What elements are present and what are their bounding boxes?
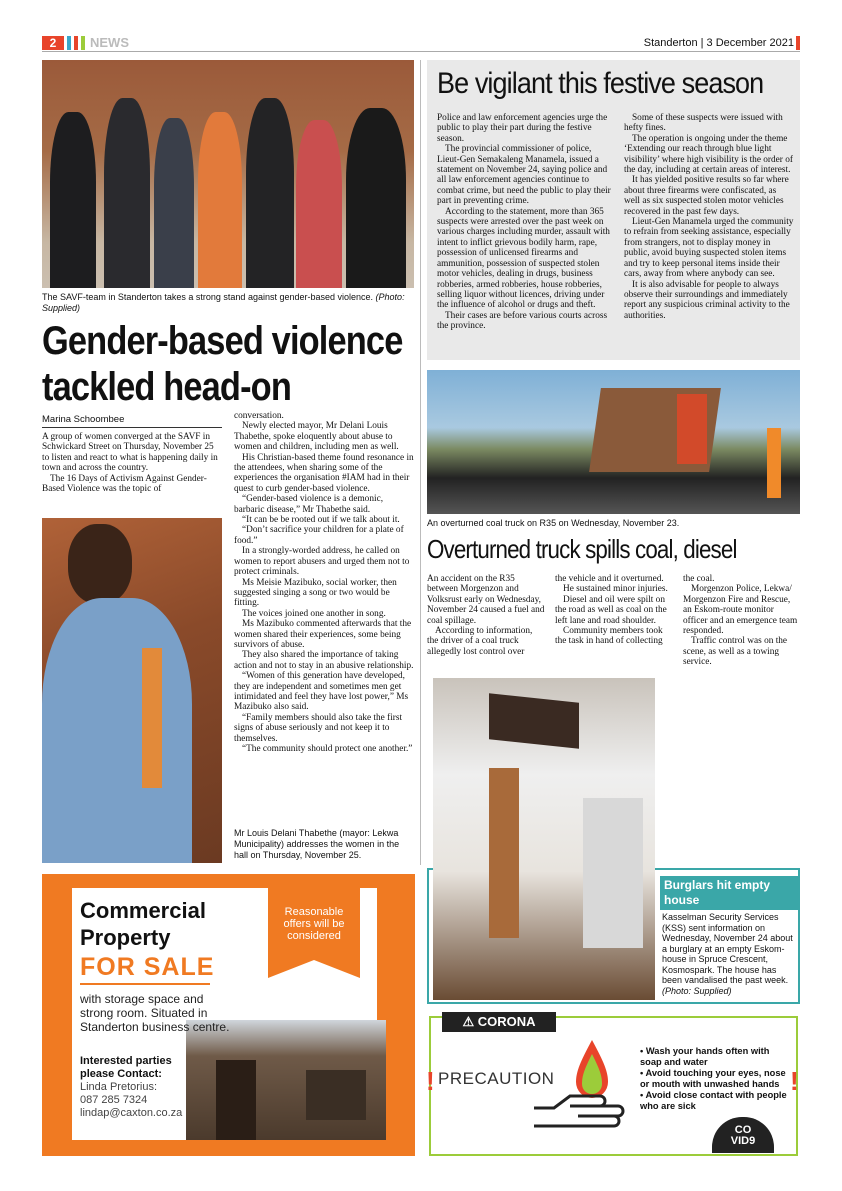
paragraph: Morgenzon Police, Lekwa/ Morgenzon Fire and Rescue, an Eskom-route monitor officer and an emergence team responded. xyxy=(683,584,798,637)
photo-credit: (Photo: Supplied) xyxy=(42,292,405,313)
ad-heading xyxy=(80,897,206,951)
paragraph: “Don’t sacrifice your children for a plate of food.” xyxy=(234,525,404,546)
handwash-icon xyxy=(530,1032,640,1132)
team-photo xyxy=(42,60,414,288)
paragraph: Diesel and oil were spilt on the road as well as coal on the left lane and road shoulder. xyxy=(555,594,667,626)
exclamation-icon: ! xyxy=(426,1066,435,1096)
mayor-photo-caption: Mr Louis Delani Thabethe (mayor: Lekwa Municipality) addresses the women in the hall on Thursday, November 25. xyxy=(234,828,400,860)
tip-item: • Avoid close contact with people who are sick xyxy=(640,1090,787,1111)
tip-item: • Avoid touching your eyes, nose or mouth with unwashed hands xyxy=(640,1068,786,1089)
paragraph: The 16 Days of Activism Against Gender-Based Violence was the topic of xyxy=(42,473,207,495)
ad-line2: Property xyxy=(80,925,171,950)
warning-icon: ⚠ xyxy=(462,1014,478,1029)
page-number: 2 xyxy=(42,36,64,50)
headline-truck: Overturned truck spills coal, diesel xyxy=(427,534,737,564)
contact-name: Linda Pretorius: xyxy=(80,1081,158,1093)
truck-photo-caption: An overturned coal truck on R35 on Wednesday, November 23. xyxy=(427,518,680,528)
paragraph: the vehicle and it overturned. xyxy=(555,574,664,584)
paragraph: “It can be be rooted out if we talk about it. xyxy=(242,515,400,526)
paragraph: The operation is ongoing under the theme ‘Extending our reach through blue light visibility’ where high visibility is the order of the day, including at certain areas of interest. xyxy=(624,133,793,176)
paragraph: A group of women converged at the SAVF in Schwickard Street on Thursday, November 25 to listen and react to what is happening daily in town and across the country. xyxy=(42,432,218,474)
logo-top: CO xyxy=(734,1124,752,1136)
paragraph: Lieut-Gen Manamela urged the community to refrain from seeking assistance, especially from strangers, not to display money in public, avoid buying suspected stolen items and try to keep personal items inside their cars, away from where anybody can see. xyxy=(624,217,794,280)
truck-column-1 xyxy=(427,574,545,657)
paragraph: Ms Meisie Mazibuko, social worker, then suggested singing a song or two would be fitting. xyxy=(234,577,397,609)
header-bar-green xyxy=(81,36,85,50)
truck-photo xyxy=(427,370,800,514)
paragraph: the coal. xyxy=(683,574,715,584)
paragraph: Their cases are before various courts across the province. xyxy=(437,310,608,332)
headline-vigilant: Be vigilant this festive season xyxy=(437,67,764,100)
dateline-bar xyxy=(796,36,800,50)
corona-label xyxy=(442,1012,556,1032)
paragraph: “Women of this generation have developed, they are independent and sometimes men get intimidated and feel they have lost power,” Ms Mazibuko also said. xyxy=(234,671,409,713)
tip-item: • Wash your hands often with soap and water xyxy=(640,1046,770,1067)
headline-gbv: Gender-based violence tackled head-on xyxy=(42,319,403,409)
ad-for-sale: FOR SALE xyxy=(80,953,215,981)
precaution-text: PRECAUTION xyxy=(438,1069,555,1088)
burglary-photo xyxy=(433,678,655,1000)
paragraph: The provincial commissioner of police, Lieut-Gen Semakaleng Manamela, issued a statement on November 24, saying police and all law enforcement agencies continue to combat crime, but need the public to play their part in preventing crime. xyxy=(437,144,611,207)
team-photo-caption xyxy=(42,292,414,314)
truck-column-2 xyxy=(555,574,673,647)
ad-contact-heading: Interested parties please Contact: xyxy=(80,1055,172,1080)
header-rule xyxy=(42,51,800,52)
ad-description: with storage space and strong room. Situated in Standerton business centre. xyxy=(80,992,230,1034)
ad-line1: Commercial xyxy=(80,898,206,923)
corona-label-text: CORONA xyxy=(477,1014,536,1029)
paragraph: According to the statement, more than 365 suspects were arrested over the past week on various charges including murder, assault with intent to inflict grievous bodily harm, rape, possession of unlicensed firearms and ammunition, possession of suspected stolen motor vehicles, dealing in drugs, business robberies, armed robberies, house robberies, selling liquor without licences, driving under the influence of alcohol or drugs and theft. xyxy=(437,206,610,311)
paragraph: Police and law enforcement agencies urge the public to play their part during the festive season. xyxy=(437,113,608,144)
paragraph: “Gender-based violence is a demonic, barbaric disease,” Mr Thabethe said. xyxy=(234,494,384,515)
paragraph: In a strongly-worded address, he called on women to report abusers and urged them not to protect criminals. xyxy=(234,546,410,578)
ad-rule xyxy=(80,983,210,985)
paragraph: An accident on the R35 between Morgenzon and Volksrust early on Wednesday, November 24 caused a fuel and coal spillage. xyxy=(427,574,545,626)
paragraph: Some of these suspects were issued with hefty fines. xyxy=(624,113,783,134)
paragraph: Newly elected mayor, Mr Delani Louis Thabethe, spoke eloquently about abuse to women and children, including men as well. xyxy=(234,421,399,453)
dateline: Standerton | 3 December 2021 xyxy=(643,37,794,49)
paragraph: He sustained minor injuries. xyxy=(563,584,668,595)
header-bar-blue xyxy=(67,36,71,50)
burglary-headline: Burglars hit empty house xyxy=(660,876,798,910)
paragraph: They also shared the importance of taking action and not to stay in an abusive relationship. xyxy=(234,650,414,671)
corona-tips xyxy=(640,1046,790,1112)
header-bar-red xyxy=(74,36,78,50)
gbv-column-2 xyxy=(234,411,414,754)
exclamation-icon: ! xyxy=(790,1066,799,1096)
column-divider xyxy=(420,60,421,865)
section-title: NEWS xyxy=(90,35,129,50)
gbv-column-1 xyxy=(42,432,222,494)
truck-column-3 xyxy=(683,574,800,668)
vigilant-column-2 xyxy=(624,113,794,321)
paragraph: According to information, the driver of a coal truck allegedly lost control over xyxy=(427,626,533,657)
byline: Marina Schoombee xyxy=(42,414,222,428)
caption-text: The SAVF-team in Standerton takes a strong stand against gender-based violence. xyxy=(42,292,374,302)
burglary-text xyxy=(662,912,796,996)
paragraph: Ms Mazibuko commented afterwards that the women shared their experiences, some being survivors of abuse. xyxy=(234,619,412,650)
photo-credit: (Photo: Supplied) xyxy=(662,985,732,996)
ad-building-photo xyxy=(186,1020,386,1140)
contact-email[interactable]: lindap@caxton.co.za xyxy=(80,1107,183,1119)
paragraph: It is also advisable for people to always observe their surroundings and immediately report any suspicious criminal activity to the authorities. xyxy=(624,279,790,321)
paragraph: It has yielded positive results so far where about three firearms were confiscated, as well as six suspected stolen motor vehicles recovered in the past few days. xyxy=(624,175,789,217)
burglary-body: Kasselman Security Services (KSS) sent information on Wednesday, November 24 about a burglary at an empty Eskom-house in Spruce Crescent, Kosmospark. The house has been vandalised the past week. xyxy=(662,912,793,985)
logo-num: 9 xyxy=(749,1135,756,1147)
ad-contact xyxy=(80,1081,190,1120)
paragraph: Traffic control was on the scene, as well as a towing service. xyxy=(683,636,788,668)
ad-ribbon-text: Reasonable offers will be considered xyxy=(283,906,345,942)
logo-bottom: VID xyxy=(730,1135,750,1147)
paragraph: His Christian-based theme found resonance in the attendees, when sharing some of the experiences the organisation #IAM had in their quest to curb gender-based violence. xyxy=(234,452,414,494)
mayor-photo xyxy=(42,518,222,863)
vigilant-column-1 xyxy=(437,113,615,332)
paragraph: Community members took the task in hand of collecting xyxy=(555,626,663,647)
paragraph: conversation. xyxy=(234,411,284,421)
contact-phone[interactable]: 087 285 7324 xyxy=(80,1094,148,1106)
paragraph: “The community should protect one another.” xyxy=(242,744,413,754)
paragraph: “Family members should also take the first signs of abuse seriously and not keep it to themselves. xyxy=(234,712,403,744)
paragraph: The voices joined one another in song. xyxy=(242,608,386,619)
